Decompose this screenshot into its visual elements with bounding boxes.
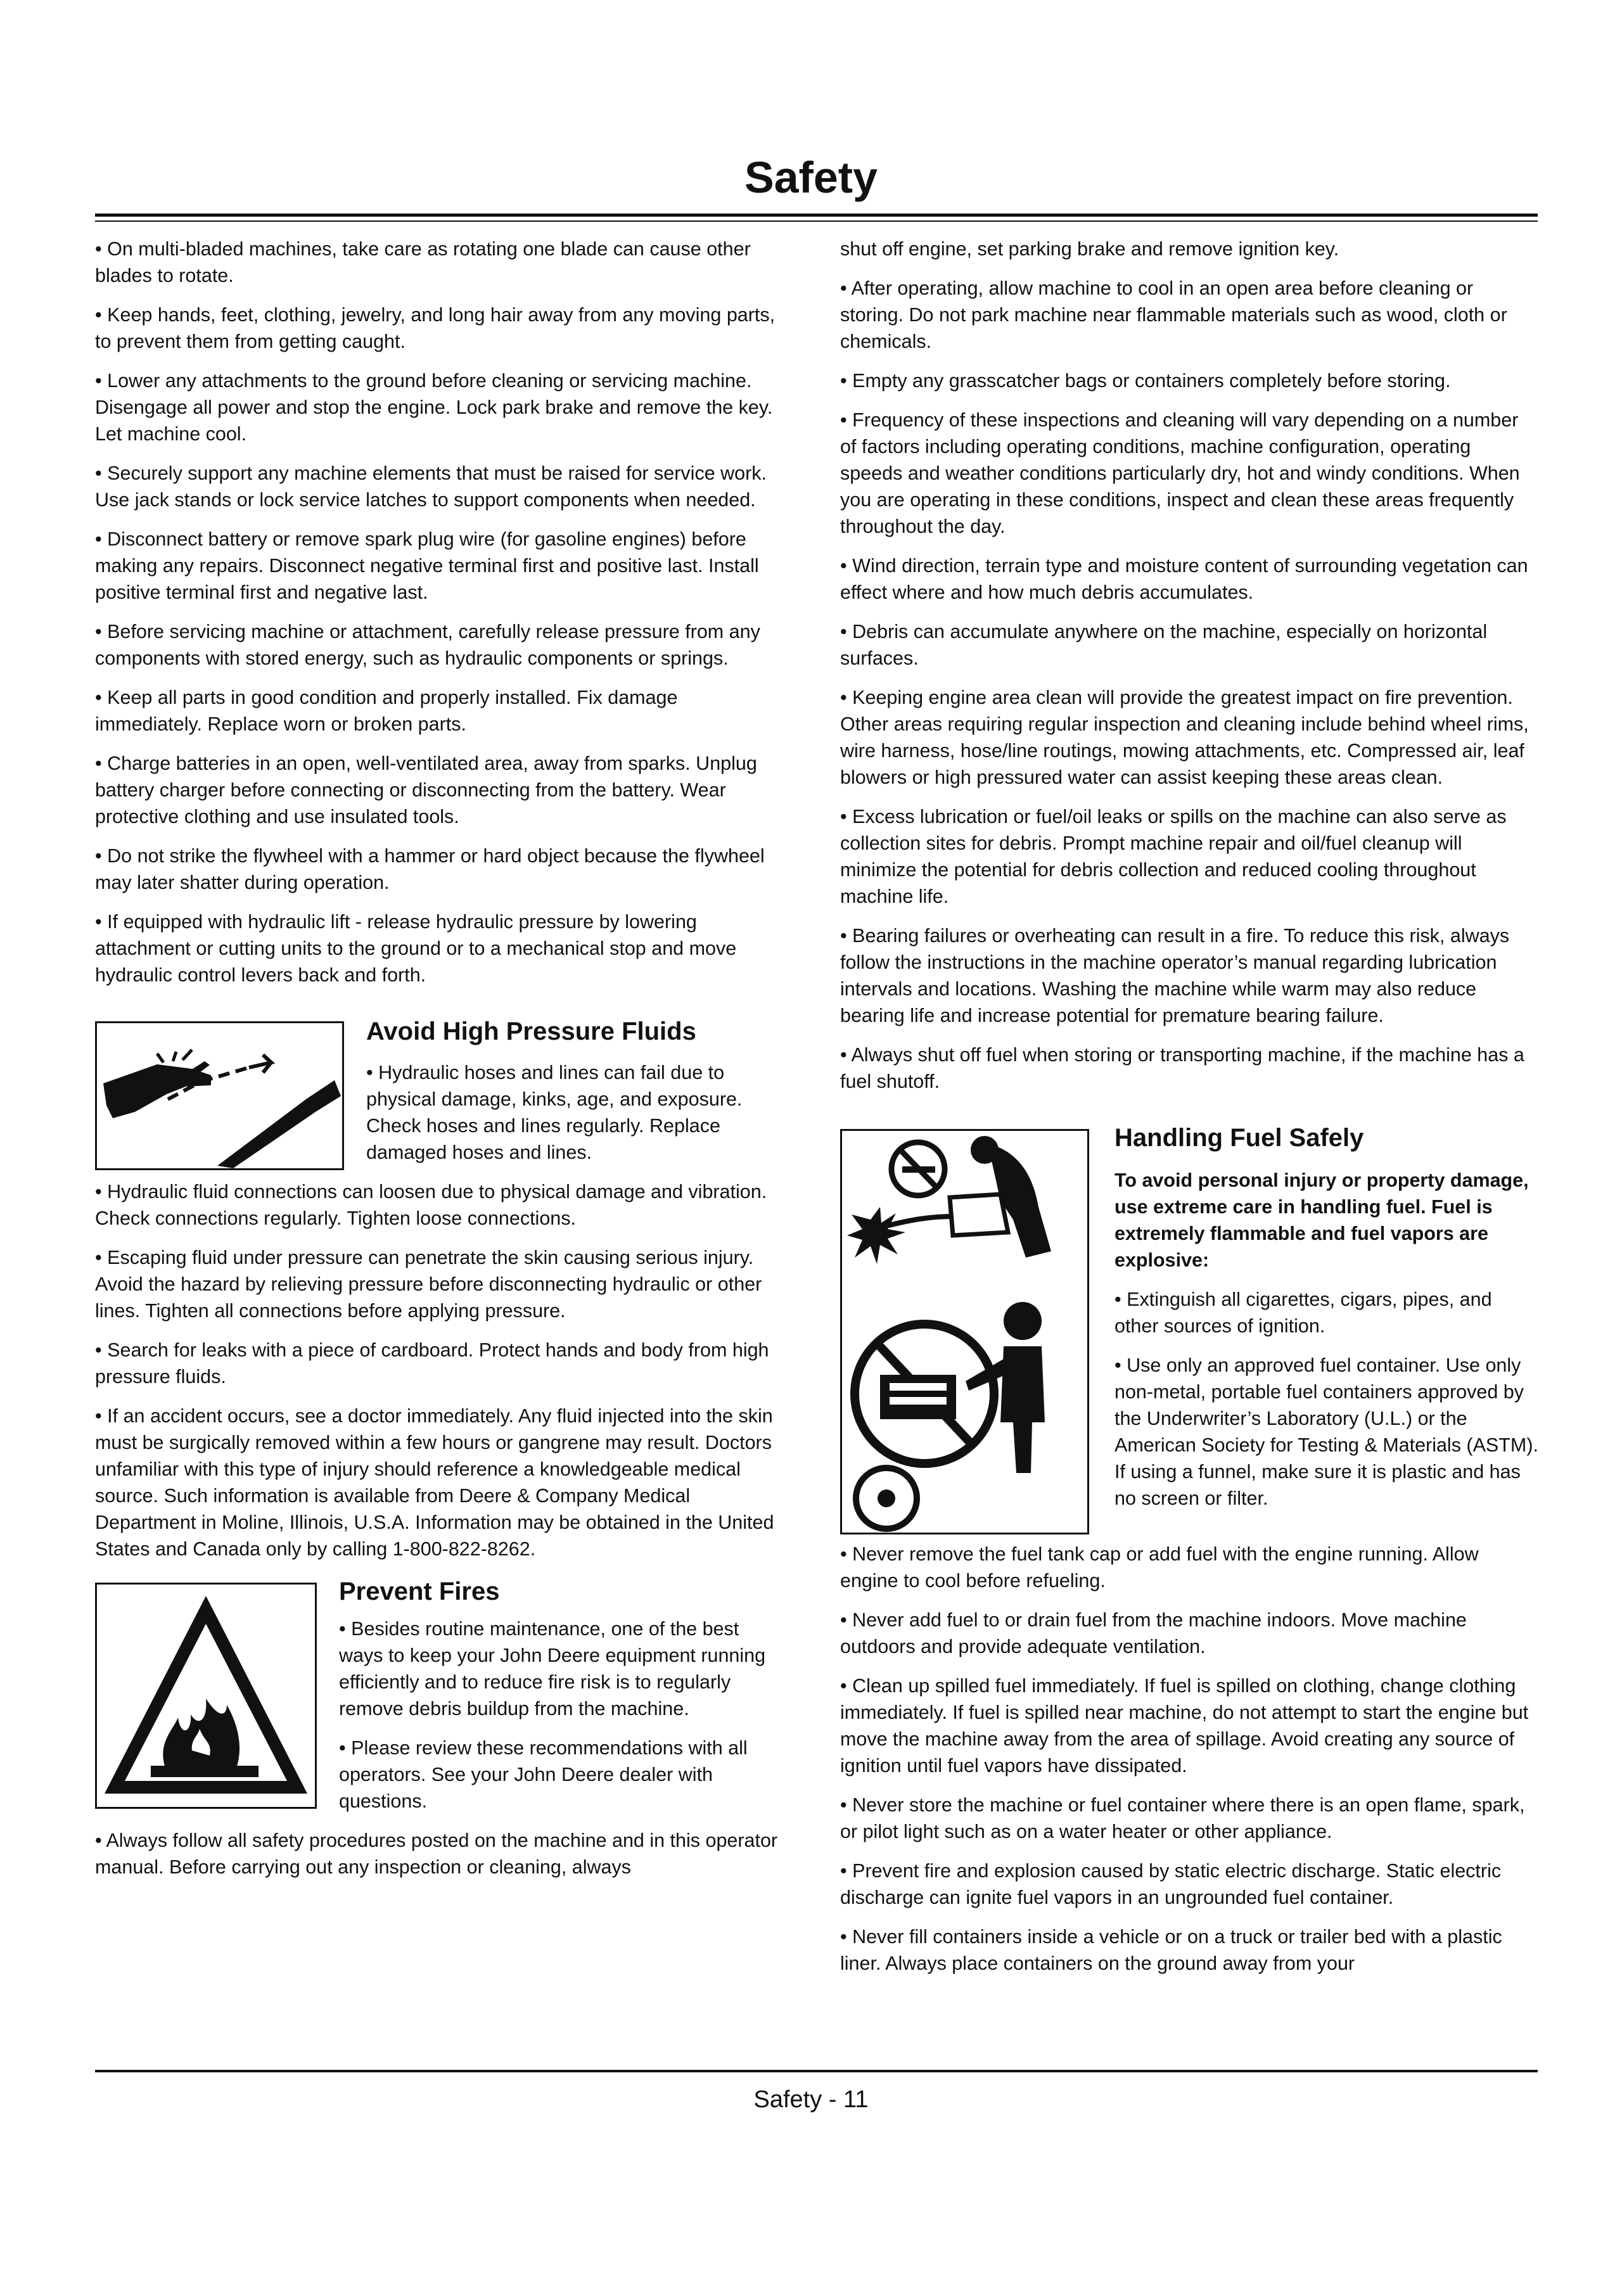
bullet-paragraph: • Never fill containers inside a vehicle or on a truck or trailer bed with a plastic liner. Always place containers on the ground away from your [840, 1926, 1502, 1974]
bullet-paragraph: • Debris can accumulate anywhere on the machine, especially on horizontal surfaces. [840, 621, 1488, 669]
bullet-paragraph: • Hydraulic hoses and lines can fail due to physical damage, kinks, age, and exposure. Check hoses and lines regularly. Replace damaged hoses and lines. [366, 1062, 743, 1163]
bullet-paragraph: • If equipped with hydraulic lift - release hydraulic pressure by lowering attachment or cutting units to the ground or to a mechanical stop and move hydraulic control levers back and forth. [95, 911, 737, 986]
bullet-paragraph: • On multi-bladed machines, take care as rotating one blade can cause other blades to rotate. [95, 238, 751, 286]
bullet-paragraph: • Empty any grasscatcher bags or containers completely before storing. [840, 370, 1451, 392]
bullet-paragraph: • Never remove the fuel tank cap or add fuel with the engine running. Allow engine to cool before refueling. [840, 1543, 1479, 1591]
bullet-paragraph: • Lower any attachments to the ground before cleaning or servicing machine. Disengage all power and stop the engine. Lock park brake and remove the key. Let machine cool. [95, 370, 773, 445]
bullet-paragraph: • Disconnect battery or remove spark plug wire (for gasoline engines) before making any repairs. Disconnect negative terminal first and positive last. Install positive terminal first and negative last. [95, 528, 759, 603]
bullet-paragraph: • Hydraulic fluid connections can loosen due to physical damage and vibration. Check connections regularly. Tighten loose connections. [95, 1181, 767, 1229]
fuel-warning-text: To avoid personal injury or property damage, use extreme care in handling fuel. Fuel is extremely flammable and fuel vapors are explosive: [1114, 1170, 1529, 1271]
paragraph: shut off engine, set parking brake and remove ignition key. [840, 238, 1339, 260]
bullet-paragraph: • Escaping fluid under pressure can penetrate the skin causing serious injury. Avoid the hazard by relieving pressure before disconnecting hydraulic or other lines. Tighten all connections before applying pressure. [95, 1247, 762, 1322]
bullet-paragraph: • After operating, allow machine to cool in an open area before cleaning or storing. Do not park machine near flammable materials such as wood, cloth or chemicals. [840, 277, 1507, 352]
bullet-paragraph: • Prevent fire and explosion caused by static electric discharge. Static electric discharge can ignite fuel vapors in an ungrounded fuel container. [840, 1860, 1502, 1908]
bullet-paragraph: • Never store the machine or fuel container where there is an open flame, spark, or pilot light such as on a water heater or other appliance. [840, 1794, 1525, 1842]
bullet-paragraph: • Never add fuel to or drain fuel from the machine indoors. Move machine outdoors and provide adequate ventilation. [840, 1609, 1467, 1657]
right-column [840, 236, 1538, 1989]
header-rule-thin [95, 220, 1538, 222]
section-heading-prevent-fires: Prevent Fires [339, 1578, 500, 1605]
bullet-paragraph: • Use only an approved fuel container. Use only non-metal, portable fuel containers approved by the Underwriter’s Laboratory (U.L.) or the American Society for Testing & Materials (ASTM). If using a funnel, make sure it is plastic and has no screen or filter. [1114, 1355, 1538, 1509]
bullet-paragraph: • Extinguish all cigarettes, cigars, pipes, and other sources of ignition. [1114, 1289, 1492, 1337]
bullet-paragraph: • Wind direction, terrain type and moisture content of surrounding vegetation can effect where and how much debris accumulates. [840, 555, 1528, 603]
footer-rule [95, 2070, 1538, 2072]
section-heading-fuel: Handling Fuel Safely [1114, 1124, 1364, 1152]
bullet-paragraph: • Securely support any machine elements that must be raised for service work. Use jack stands or lock service latches to support components when needed. [95, 462, 767, 511]
bullet-paragraph: • Keep all parts in good condition and properly installed. Fix damage immediately. Replace worn or broken parts. [95, 687, 678, 735]
bullet-paragraph: • Keeping engine area clean will provide the greatest impact on fire prevention. Other areas requiring regular inspection and cleaning include behind wheel rims, wire harness, hose/line routings, mowing attachments, etc. Compressed air, leaf blowers or high pressured water can assist keeping these areas clean. [840, 687, 1529, 788]
page-footer: Safety - 11 [753, 2086, 869, 2113]
section-heading-high-pressure: Avoid High Pressure Fluids [366, 1017, 696, 1045]
bullet-paragraph: • Charge batteries in an open, well-ventilated area, away from sparks. Unplug battery charger before connecting or disconnecting from the battery. Wear protective clothing and use insulated tools. [95, 753, 757, 827]
bullet-paragraph: • If an accident occurs, see a doctor immediately. Any fluid injected into the skin must be surgically removed within a few hours or gangrene may result. Doctors unfamiliar with this type of injury should reference a knowledgeable medical source. Such information is available from Deere & Company Medical Department in Moline, Illinois, U.S.A. Information may be obtained in the United States and Canada only by calling 1-800-822-8262. [95, 1405, 774, 1560]
left-column [95, 236, 787, 1893]
high-pressure-fluid-icon [95, 1021, 344, 1170]
bullet-paragraph: • Bearing failures or overheating can result in a fire. To reduce this risk, always follow the instructions in the machine operator’s manual regarding lubrication intervals and locations. Washing the machine while warm may also reduce bearing life and increase potential for premature bearing failure. [840, 925, 1510, 1026]
fire-warning-icon [95, 1583, 317, 1809]
bullet-paragraph: • Before servicing machine or attachment, carefully release pressure from any components with stored energy, such as hydraulic components or springs. [95, 621, 760, 669]
fuel-safety-icon [840, 1129, 1089, 1534]
header-rule [95, 214, 1538, 217]
bullet-paragraph: • Besides routine maintenance, one of the best ways to keep your John Deere equipment running efficiently and to reduce fire risk is to regularly remove debris buildup from the machine. [339, 1618, 766, 1719]
bullet-paragraph: • Do not strike the flywheel with a hammer or hard object because the flywheel may later shatter during operation. [95, 845, 765, 893]
bullet-paragraph: • Please review these recommendations with all operators. See your John Deere dealer with questions. [339, 1737, 748, 1812]
bullet-paragraph: • Clean up spilled fuel immediately. If fuel is spilled on clothing, change clothing immediately. If fuel is spilled near machine, do not attempt to start the engine but move the machine away from the area of spillage. Avoid creating any source of ignition until fuel vapors have dissipated. [840, 1675, 1529, 1776]
page-title: Safety [744, 153, 878, 202]
bullet-paragraph: • Search for leaks with a piece of cardboard. Protect hands and body from high pressure fluids. [95, 1339, 769, 1387]
bullet-paragraph: • Always follow all safety procedures posted on the machine and in this operator manual. Before carrying out any inspection or cleaning, always [95, 1830, 778, 1878]
bullet-paragraph: • Keep hands, feet, clothing, jewelry, and long hair away from any moving parts, to prevent them from getting caught. [95, 304, 776, 352]
bullet-paragraph: • Excess lubrication or fuel/oil leaks or spills on the machine can also serve as collection sites for debris. Prompt machine repair and oil/fuel cleanup will minimize the potential for debris collection and reduced cooling throughout machine life. [840, 806, 1507, 907]
bullet-paragraph: • Always shut off fuel when storing or transporting machine, if the machine has a fuel shutoff. [840, 1044, 1524, 1092]
bullet-paragraph: • Frequency of these inspections and cleaning will vary depending on a number of factors including operating conditions, machine configuration, operating speeds and weather conditions particularly dry, hot and windy conditions. When you are operating in these conditions, inspect and clean these areas frequently throughout the day. [840, 409, 1520, 537]
